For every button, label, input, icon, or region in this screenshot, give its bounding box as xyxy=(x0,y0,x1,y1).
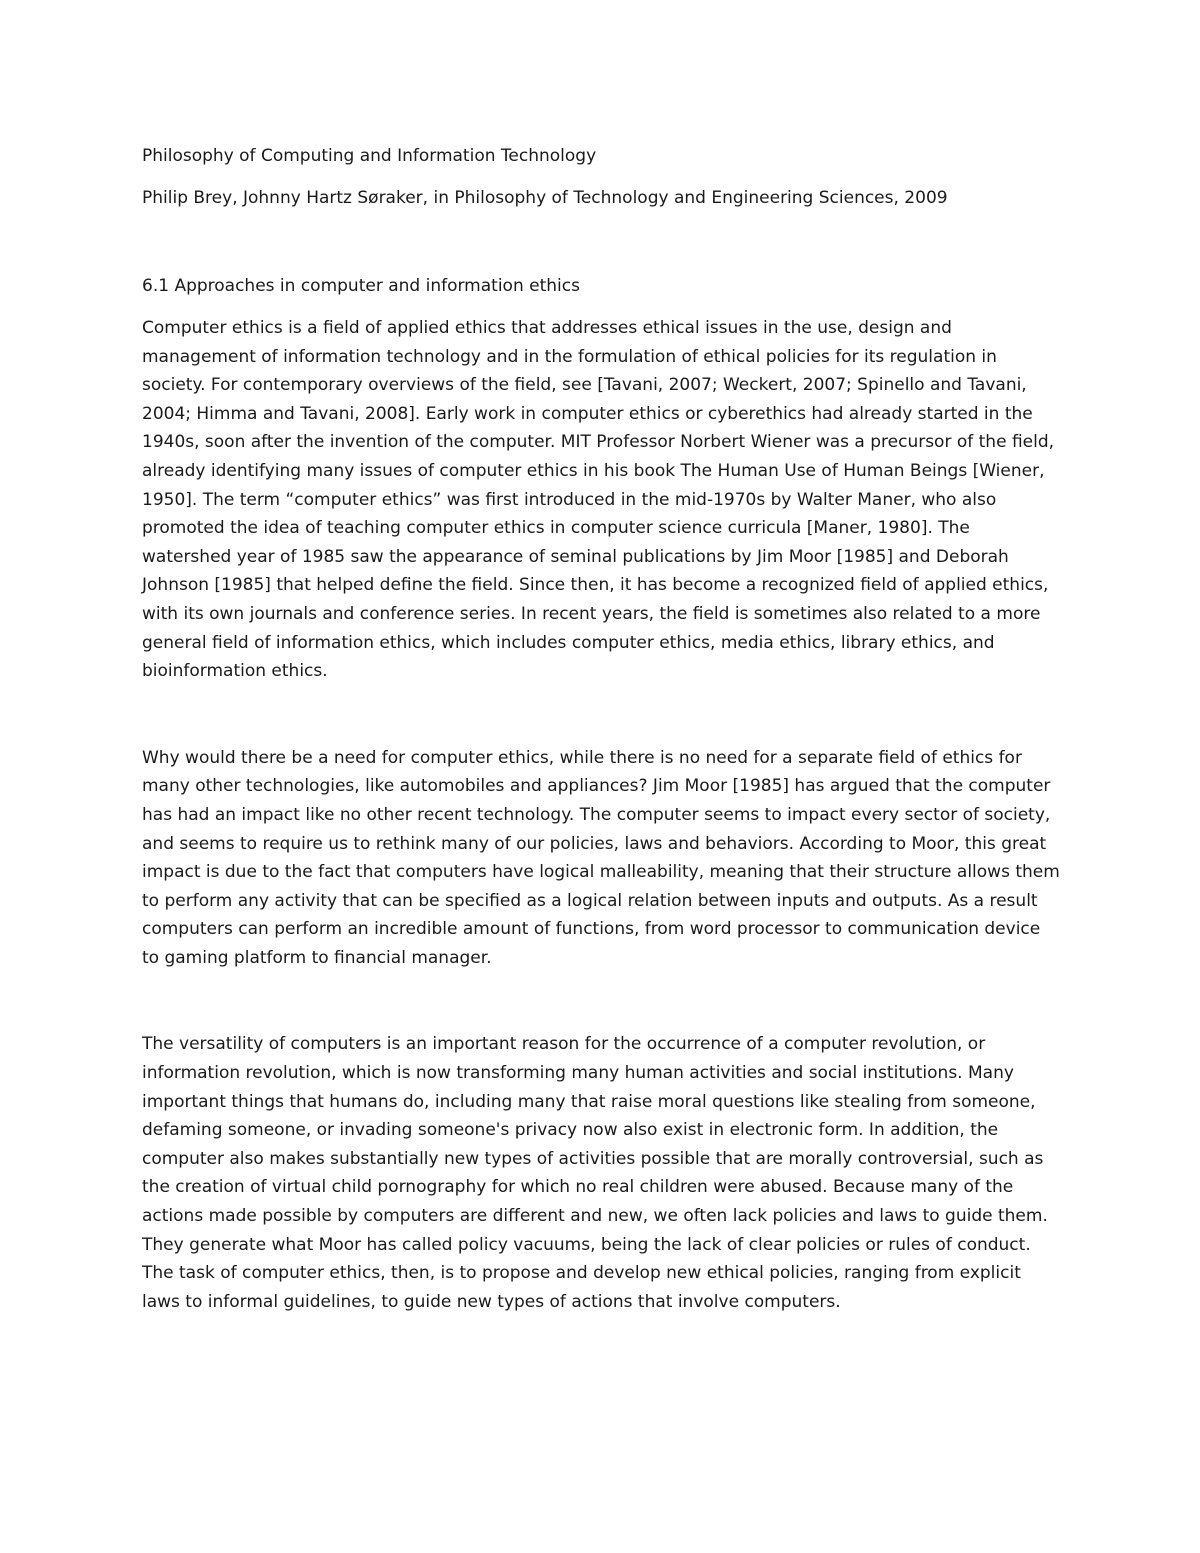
document-page xyxy=(142,142,1062,1316)
body-paragraph: The versatility of computers is an important reason for the occurrence of a computer revolution, or information revolution, which is now transforming many human activities and social institutions. Many important things that humans do, including many that raise moral questions like stealing from someone, defaming someone, or invading someone's privacy now also exist in electronic form. In addition, the computer also makes substantially new types of activities possible that are morally controversial, such as the creation of virtual child pornography for which no real children were abused. Because many of the actions made possible by computers are different and new, we often lack policies and laws to guide them. They generate what Moor has called policy vacuums, being the lack of clear policies or rules of conduct. The task of computer ethics, then, is to propose and develop new ethical policies, ranging from explicit laws to informal guidelines, to guide new types of actions that involve computers. xyxy=(142,1034,1048,1312)
section-heading: 6.1 Approaches in computer and information ethics xyxy=(142,276,580,296)
body-paragraph: Why would there be a need for computer ethics, while there is no need for a separate field of ethics for many other technologies, like automobiles and appliances? Jim Moor [1985] has argued that the computer has had an impact like no other recent technology. The computer seems to impact every sector of society, and seems to require us to rethink many of our policies, laws and behaviors. According to Moor, this great impact is due to the fact that computers have logical malleability, meaning that their structure allows them to perform any activity that can be specified as a logical relation between inputs and outputs. As a result computers can perform an incredible amount of functions, from word processor to communication device to gaming platform to financial manager. xyxy=(142,747,1060,968)
body-paragraph: Computer ethics is a field of applied ethics that addresses ethical issues in the use, design and management of information technology and in the formulation of ethical policies for its regulation in society. For contemporary overviews of the field, see [Tavani, 2007; Weckert, 2007; Spinello and Tavani, 2004; Himma and Tavani, 2008]. Early work in computer ethics or cyberethics had already started in the 1940s, soon after the invention of the computer. MIT Professor Norbert Wiener was a precursor of the field, already identifying many issues of computer ethics in his book The Human Use of Human Beings [Wiener, 1950]. The term “computer ethics” was first introduced in the mid-1970s by Walter Maner, who also promoted the idea of teaching computer ethics in computer science curricula [Maner, 1980]. The watershed year of 1985 saw the appearance of seminal publications by Jim Moor [1985] and Deborah Johnson [1985] that helped define the field. Since then, it has become a recognized field of applied ethics, with its own journals and conference series. In recent years, the field is sometimes also related to a more general field of information ethics, which includes computer ethics, media ethics, library ethics, and bioinformation ethics. xyxy=(142,318,1055,682)
document-title: Philosophy of Computing and Information Technology xyxy=(142,146,597,166)
document-byline: Philip Brey, Johnny Hartz Søraker, in Philosophy of Technology and Engineering Sciences, 2009 xyxy=(142,188,948,208)
